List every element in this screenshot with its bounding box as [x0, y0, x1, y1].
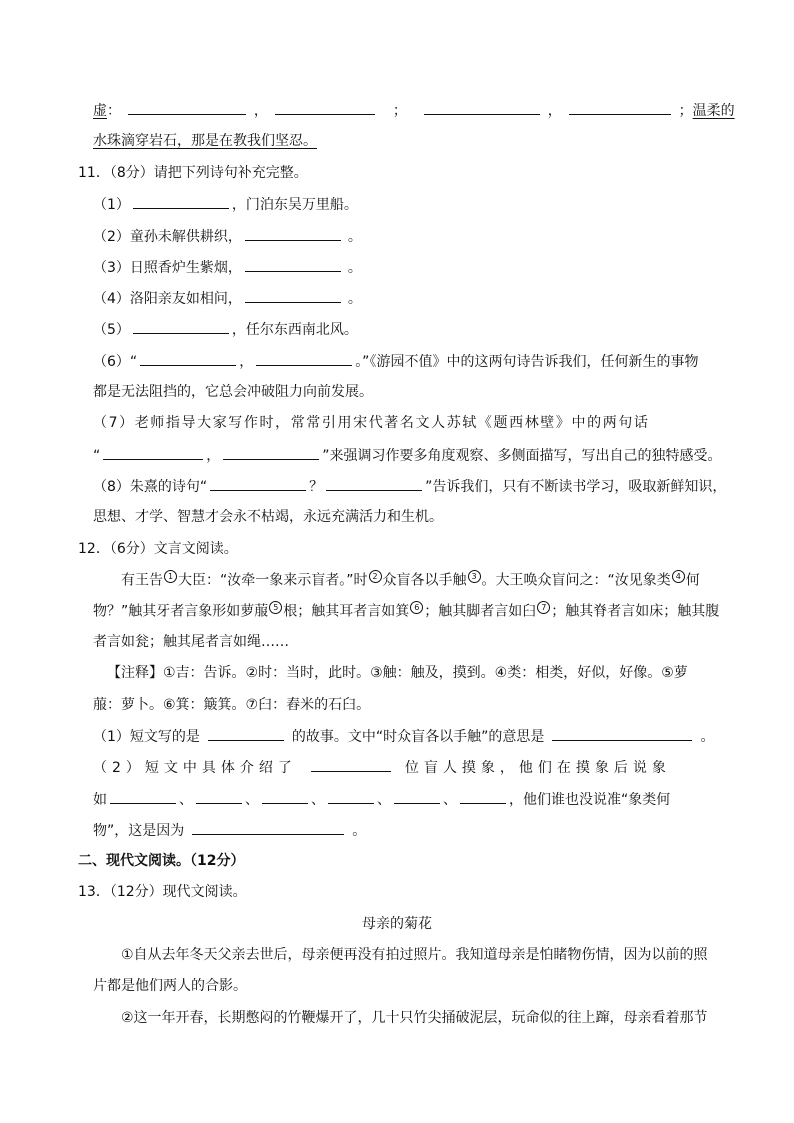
item-number: （3） — [93, 260, 130, 276]
question-text: 。 — [700, 729, 715, 745]
question-text: （2）短文中具体介绍了 — [93, 760, 297, 776]
q11-item-2 — [93, 226, 362, 247]
item-text: ，任尔东西南北风。 — [231, 322, 358, 338]
question-text: 物”，这是因为 — [93, 823, 185, 839]
q11-item-5 — [93, 319, 358, 340]
answer-blank[interactable] — [133, 319, 229, 334]
answer-blank[interactable] — [552, 726, 692, 741]
question-text: 。 — [352, 823, 367, 839]
q11-title: 11．（8分）请把下列诗句补充完整。 — [78, 165, 308, 181]
q12-passage-line2 — [93, 601, 719, 622]
answer-blank[interactable] — [128, 100, 246, 115]
essay-paragraph-2-line1: ②这一年开春，长期憋闷的竹鞭爆开了，几十只竹尖捅破泥层，玩命似的往上蹿，母亲看着那节 — [121, 1010, 708, 1026]
item-number: （6） — [93, 354, 130, 370]
passage-text: 众盲各以手触 — [382, 572, 467, 589]
answer-blank[interactable] — [275, 100, 375, 115]
question-text: 位盲人摸象，他们在摸象后说象 — [404, 760, 671, 776]
passage-text: 物？”触其牙者言象形如萝菔 — [93, 603, 269, 620]
essay-title: 母亲的菊花 — [362, 916, 432, 932]
answer-blank[interactable] — [208, 726, 284, 741]
answer-blank[interactable] — [140, 351, 236, 366]
answer-blank[interactable] — [192, 820, 344, 835]
item-number: （2） — [93, 229, 130, 245]
answer-blank[interactable] — [569, 100, 671, 115]
item-number: （5） — [93, 322, 130, 338]
question-text: （1）短文写的是 — [93, 729, 200, 745]
answer-blank[interactable] — [394, 789, 440, 804]
q11-item-6 — [93, 351, 698, 372]
passage-text: 何 — [685, 572, 700, 589]
footnote-marker: 2 — [369, 570, 382, 583]
essay-paragraph-1-line1: ①自从去年冬天父亲去世后，母亲便再没有拍过照片。我知道母亲是怕睹物伤情，因为以前的照 — [121, 947, 708, 963]
separator: 、 — [311, 792, 325, 808]
passage-text: 有王告 — [121, 572, 163, 589]
item-text: ？ — [309, 479, 324, 495]
answer-blank[interactable] — [110, 789, 176, 804]
answer-blank[interactable] — [245, 257, 341, 272]
q12-sub2-line1 — [93, 757, 671, 778]
q11-item-6-line2: 都是无法阻挡的，它总会冲破阻力向前发展。 — [93, 384, 373, 400]
item-number: （1） — [93, 197, 130, 213]
q10-line1 — [93, 100, 735, 121]
q12-passage-line1 — [121, 570, 700, 591]
q10-line2: 水珠滴穿岩石，那是在教我们坚忍。 — [93, 133, 317, 149]
footnote-marker: 6 — [410, 601, 423, 614]
q12-sub1 — [93, 726, 714, 747]
passage-text: 。大王唤众盲问之：“汝见象类 — [481, 572, 671, 589]
item-text: 童孙未解供耕织， — [129, 229, 242, 245]
q10-colon: ： — [107, 103, 121, 119]
item-text: ”来强调习作要多角度观察、多侧面描写，写出自己的独特感受。 — [322, 448, 722, 464]
q10-semicolon: ； — [678, 103, 693, 119]
answer-blank[interactable] — [262, 789, 308, 804]
item-text: 洛阳亲友如相问， — [129, 291, 242, 307]
q10-comma: ， — [547, 103, 562, 119]
question-text: ，他们谁也没说准“象类何 — [509, 792, 671, 808]
answer-blank[interactable] — [210, 476, 306, 491]
answer-blank[interactable] — [424, 100, 540, 115]
passage-text: 大臣：“汝牵一象来示盲者。”时 — [178, 572, 368, 589]
q10-tail: 温柔的 — [692, 103, 735, 119]
item-text: 日照香炉生紫烟， — [129, 260, 242, 276]
answer-blank[interactable] — [133, 194, 229, 209]
passage-text: 根；触其耳者言如箕 — [283, 603, 410, 620]
item-text: ”告诉我们，只有不断读书学习，吸取新鲜知识， — [425, 479, 727, 495]
question-text: 的故事。文中“时众盲各以手触”的意思是 — [291, 729, 545, 745]
answer-blank[interactable] — [223, 445, 319, 460]
q12-title: 12．（6分）文言文阅读。 — [78, 541, 238, 557]
item-text: ， — [206, 448, 221, 464]
answer-blank[interactable] — [328, 789, 374, 804]
q11-item-1 — [93, 194, 358, 215]
q10-semicolon: ； — [392, 103, 407, 119]
item-text: ，门泊东吴万里船。 — [231, 197, 358, 213]
answer-blank[interactable] — [245, 226, 341, 241]
answer-blank[interactable] — [326, 476, 422, 491]
section-heading: 二、现代文阅读。（12分） — [78, 853, 245, 869]
separator: 、 — [245, 792, 259, 808]
separator: 、 — [179, 792, 193, 808]
item-text: 。 — [347, 229, 362, 245]
item-text: （8）朱熹的诗句“ — [93, 479, 208, 495]
item-text: 。 — [347, 260, 362, 276]
answer-blank[interactable] — [196, 789, 242, 804]
item-text: ， — [239, 354, 254, 370]
footnote-marker: 1 — [164, 570, 177, 583]
question-text: 如 — [93, 792, 107, 808]
quote-mark: “ — [129, 354, 138, 370]
item-text: 。 — [347, 291, 362, 307]
answer-blank[interactable] — [256, 351, 352, 366]
q13-title: 13．（12分）现代文阅读。 — [78, 884, 247, 900]
essay-paragraph-1-line2: 片都是他们两人的合影。 — [93, 978, 247, 994]
q12-passage-line3: 者言如瓮；触其尾者言如绳…… — [93, 634, 289, 650]
q11-item-7-line1: （7）老师指导大家写作时，常常引用宋代著名文人苏轼《题西林壁》中的两句话 — [93, 415, 650, 431]
q11-item-8-line2: 思想、才学、智慧才会永不枯竭，永远充满活力和生机。 — [93, 509, 443, 525]
q11-item-7-line2 — [93, 445, 722, 466]
footnote-marker: 4 — [672, 570, 685, 583]
passage-text: ；触其脊者言如床；触其腹 — [551, 603, 720, 620]
q12-note-line2: 菔：萝卜。⑥箕：簸箕。⑦臼：舂米的石臼。 — [93, 697, 371, 713]
q11-item-4 — [93, 288, 362, 309]
passage-text: ；触其脚者言如臼 — [424, 603, 537, 620]
footnote-marker: 7 — [537, 601, 550, 614]
q12-sub2-line2 — [93, 789, 670, 810]
answer-blank[interactable] — [311, 757, 391, 772]
footnote-marker: 5 — [269, 601, 282, 614]
separator: 、 — [443, 792, 457, 808]
q10-comma: ， — [253, 103, 268, 119]
item-number: （4） — [93, 291, 130, 307]
q12-sub2-line3 — [93, 820, 366, 841]
q11-item-3 — [93, 257, 362, 278]
q10-prefix: 虚 — [93, 103, 107, 119]
item-text: 。”《游园不值》中的这两句诗告诉我们，任何新生的事物 — [355, 354, 699, 370]
q11-item-8 — [93, 476, 726, 497]
answer-blank[interactable] — [245, 288, 341, 303]
quote-mark: “ — [93, 448, 101, 464]
answer-blank[interactable] — [460, 789, 506, 804]
answer-blank[interactable] — [103, 445, 203, 460]
separator: 、 — [377, 792, 391, 808]
footnote-marker: 3 — [468, 570, 481, 583]
q12-note-line1: 【注释】①吉：告诉。②时：当时，此时。③触：触及，摸到。④类：相类，好似，好像。⑤萝 — [107, 665, 688, 681]
